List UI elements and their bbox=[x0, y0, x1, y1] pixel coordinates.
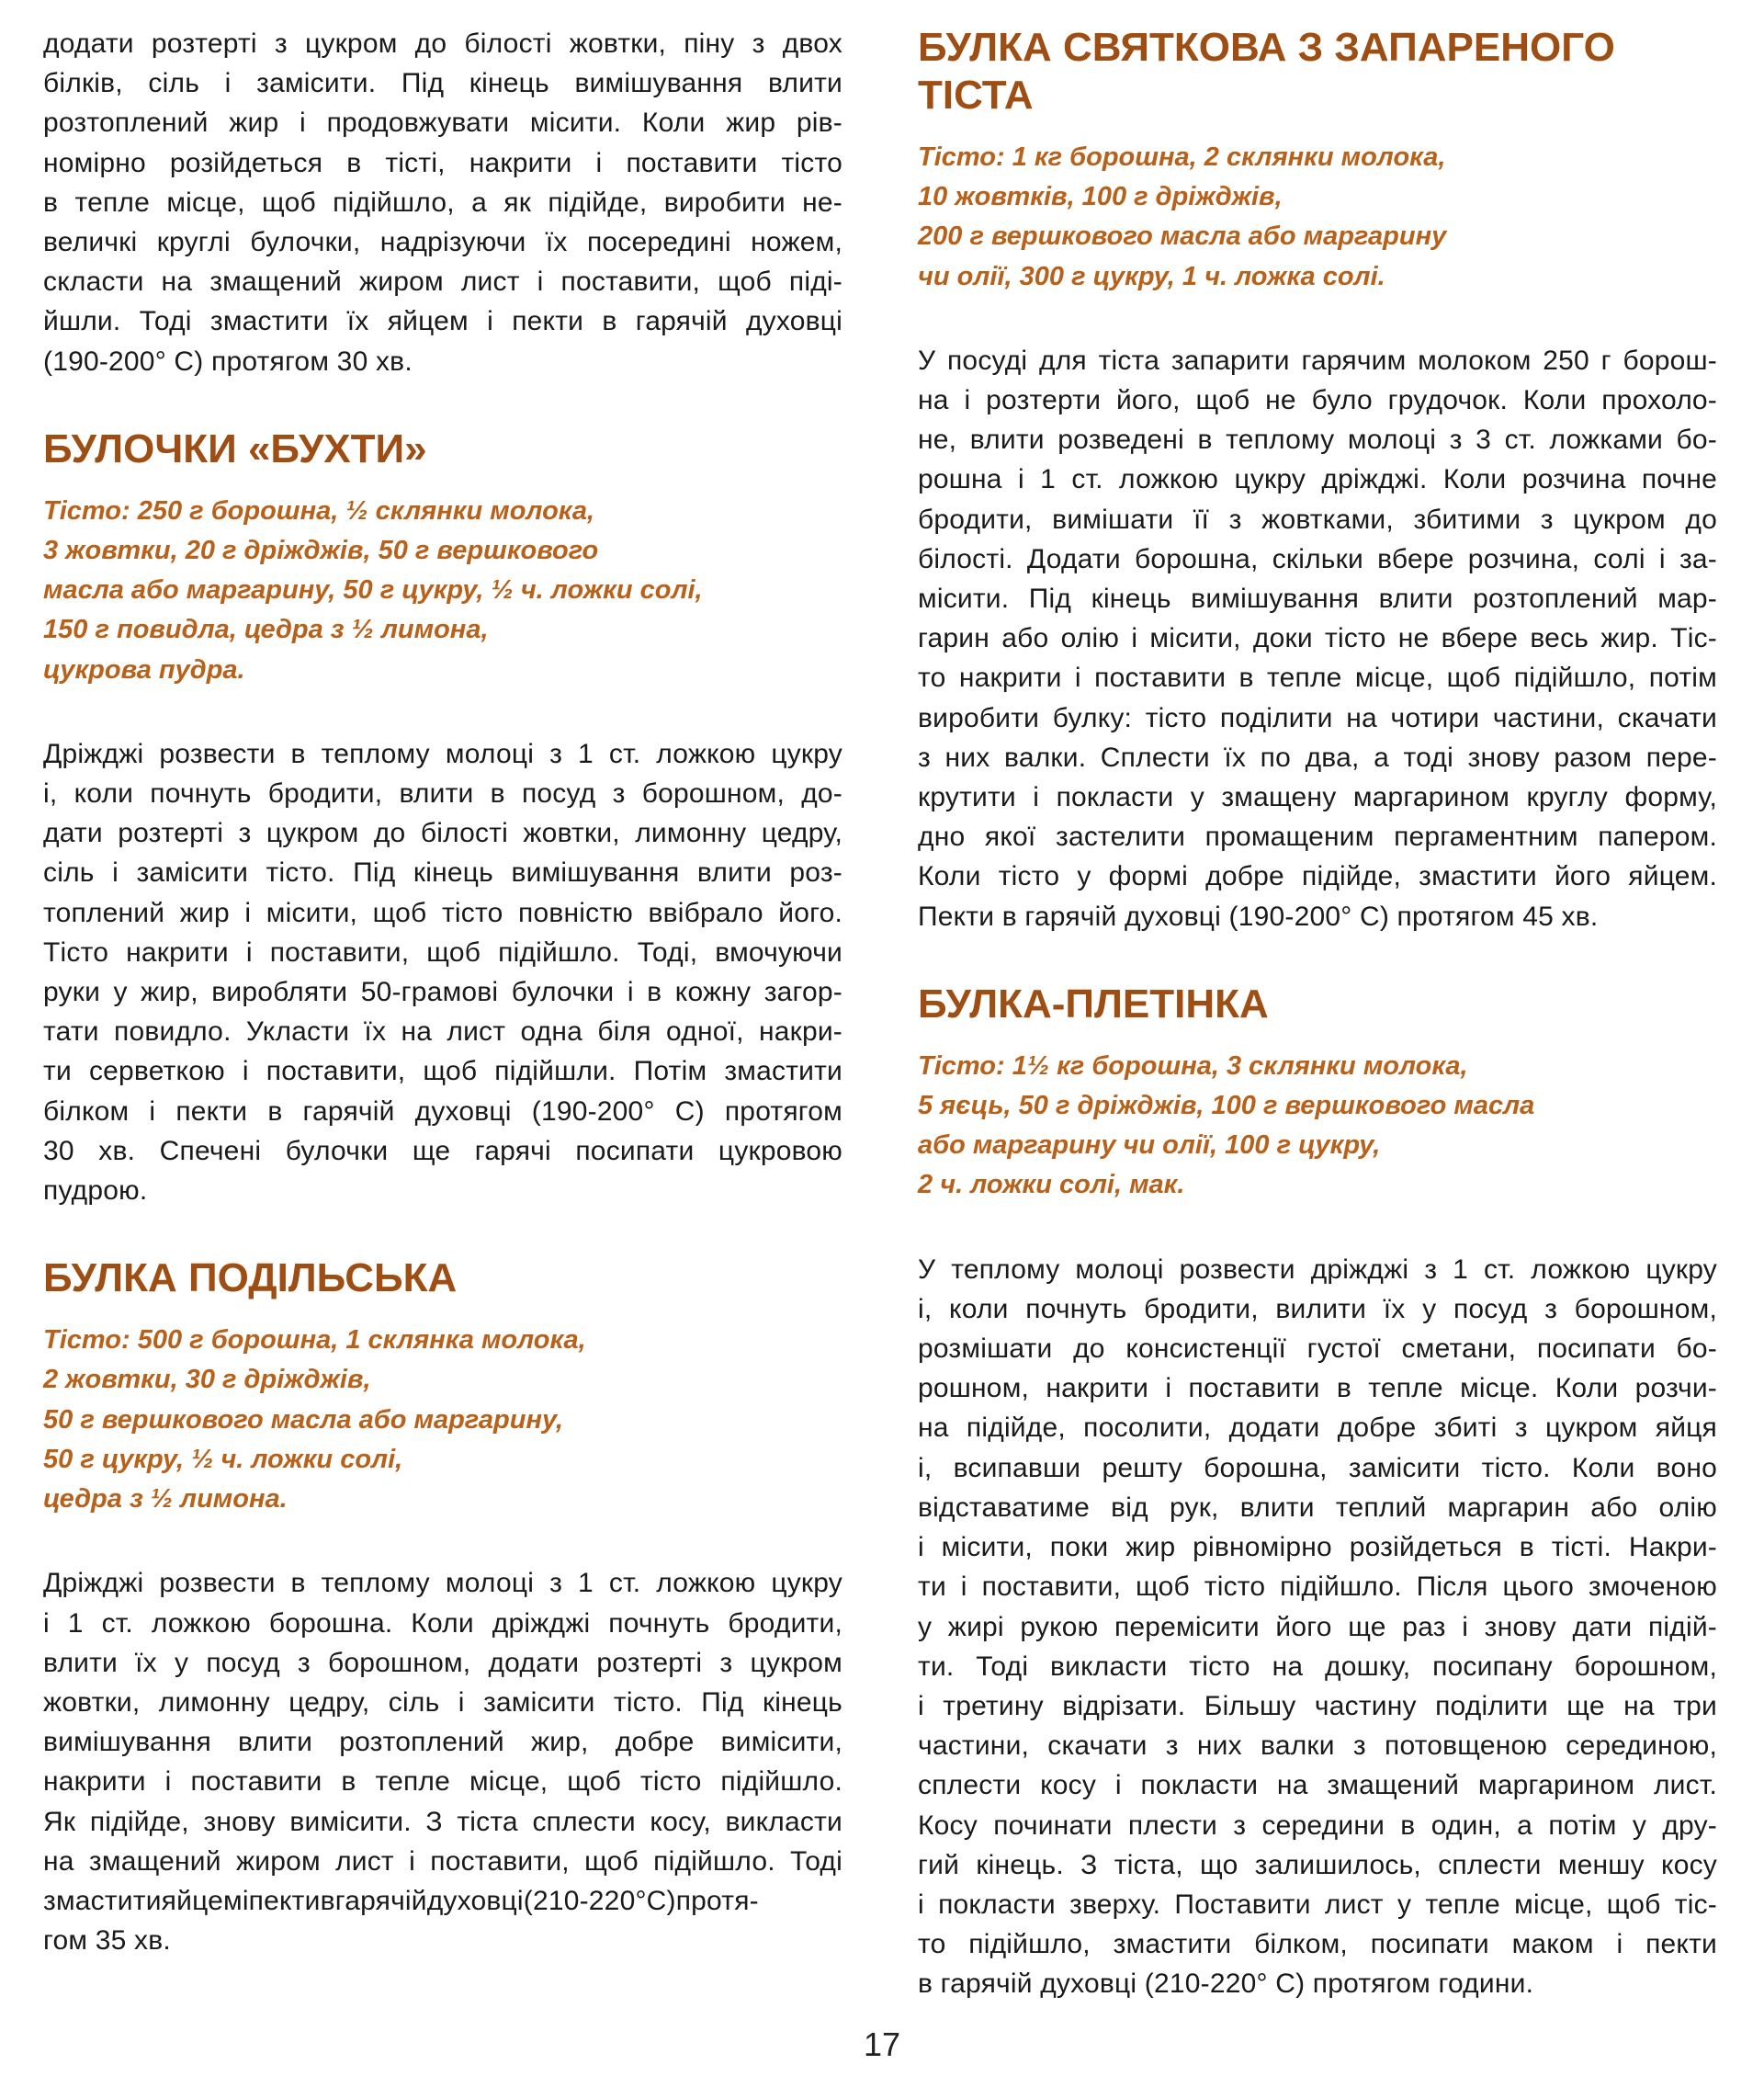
ingredients-podilska bbox=[43, 1321, 842, 1519]
text-line: номірно розійдеться в тісті, накрити і поставити тісто bbox=[43, 147, 842, 178]
text-line: дати розтерті з цукром до білості жовтки, лимонну цедру, bbox=[43, 818, 842, 849]
text-line: 10 жовтків, 100 г дріжджів, bbox=[918, 182, 1283, 212]
text-line: крутити і покласти у змащену маргарином круглу форму, bbox=[918, 782, 1717, 813]
text-line: гий кінець. З тіста, що залишилось, сплести меншу косу bbox=[918, 1849, 1717, 1880]
text-line: змаститияйцеміпективгарячійдуховці(210-220°С)протя- bbox=[43, 1885, 759, 1916]
recipe-title-pletinka: БУЛКА-ПЛЕТІНКА bbox=[918, 981, 1269, 1027]
text-line: Косу починати плести з середини в один, а потім у дру- bbox=[918, 1810, 1717, 1841]
text-line: (190-200° С) протягом 30 хв. bbox=[43, 346, 413, 377]
text-line: Дріжджі розвести в теплому молоці з 1 ст. ложкою цукру bbox=[43, 1568, 842, 1599]
text-line: масла або маргарину, 50 г цукру, ½ ч. ложки солі, bbox=[43, 575, 703, 606]
text-line: У теплому молоці розвести дріжджі з 1 ст. ложкою цукру bbox=[918, 1254, 1717, 1285]
text-line: і, коли почнуть бродити, вилити їх у посуд з борошном, bbox=[918, 1293, 1717, 1324]
text-line: 50 г вершкового масла або маргарину, bbox=[43, 1404, 564, 1435]
right-column bbox=[918, 24, 1717, 2004]
text-line: і покласти зверху. Поставити лист у тепле місце, щоб тіс- bbox=[918, 1889, 1717, 1920]
text-line: розтоплений жир і продовжувати місити. Коли жир рів- bbox=[43, 108, 842, 139]
text-line: розмішати до консистенції густої сметани, посипати бо- bbox=[918, 1333, 1717, 1365]
text-line: дно якої застелити промащеним пергаментним папером. bbox=[918, 822, 1717, 853]
text-line: Дріжджі розвести в теплому молоці з 1 ст. ложкою цукру bbox=[43, 738, 842, 769]
text-line: Як підійде, знову вимісити. З тіста сплести косу, викласти bbox=[43, 1806, 842, 1837]
text-line: і, всипавши решту борошна, замісити тісто. Коли воно bbox=[918, 1452, 1717, 1483]
text-line: У посуді для тіста запарити гарячим молоком 250 г борош- bbox=[918, 345, 1717, 376]
text-line: і місити, поки жир рівномірно розійдеться в тісті. Накри- bbox=[918, 1532, 1717, 1563]
text-line: 2 жовтки, 30 г дріжджів, bbox=[43, 1365, 371, 1395]
recipe-title-sviatkova: БУЛКА СВЯТКОВА З ЗАПАРЕНОГО ТІСТА bbox=[918, 25, 1615, 118]
text-line: величкі круглі булочки, надрізуючи їх посередині ножем, bbox=[43, 227, 842, 258]
text-line: ти. Тоді викласти тісто на дошку, посипану борошном, bbox=[918, 1651, 1717, 1682]
recipe-title-podilska: БУЛКА ПОДІЛЬСЬКА bbox=[43, 1255, 458, 1301]
text-line: Пекти в гарячій духовці (190-200° С) протягом 45 хв. bbox=[918, 901, 1599, 932]
text-line: сплести косу і покласти на змащений маргарином лист. bbox=[918, 1770, 1717, 1801]
text-line: тати повидло. Укласти їх на лист одна біля одної, накри- bbox=[43, 1016, 842, 1048]
text-line: і, коли почнуть бродити, влити в посуд з борошном, до- bbox=[43, 778, 842, 810]
text-line: пудрою. bbox=[43, 1175, 148, 1207]
text-line: відставатиме від рук, влити теплий маргарин або олію bbox=[918, 1492, 1717, 1523]
text-line: 5 яєць, 50 г дріжджів, 100 г вершкового масла bbox=[918, 1091, 1535, 1121]
text-line: 200 г вершкового масла або маргарину bbox=[918, 221, 1447, 252]
text-line: і 1 ст. ложкою борошна. Коли дріжджі почнуть бродити, bbox=[43, 1607, 842, 1639]
text-line: скласти на змащений жиром лист і поставити, щоб піді- bbox=[43, 267, 842, 298]
text-line: 3 жовтки, 20 г дріжджів, 50 г вершкового bbox=[43, 536, 599, 566]
text-line: гарин або олію і місити, доки тісто не вбере весь жир. Тіс- bbox=[918, 623, 1717, 654]
text-line: чи олії, 300 г цукру, 1 ч. ложка солі. bbox=[918, 261, 1385, 291]
left-column bbox=[43, 24, 842, 1960]
ingredients-sviatkova bbox=[918, 138, 1717, 297]
text-line: і третину відрізати. Більшу частину поділити ще на три bbox=[918, 1690, 1717, 1721]
text-line: цукрова пудра. bbox=[43, 654, 245, 685]
text-line: Тісто: 250 г борошна, ½ склянки молока, bbox=[43, 495, 595, 526]
text-line: в гарячій духовці (210-220° С) протягом години. bbox=[918, 1969, 1534, 2000]
text-line: гом 35 хв. bbox=[43, 1925, 171, 1957]
text-line: ти серветкою і поставити, щоб підійшли. Потім змастити bbox=[43, 1056, 842, 1087]
text-line: Коли тісто у формі добре підійде, змастити його яйцем. bbox=[918, 861, 1717, 892]
text-line: або маргарину чи олії, 100 г цукру, bbox=[918, 1130, 1381, 1161]
text-line: то підійшло, змастити білком, посипати маком і пекти bbox=[918, 1929, 1717, 1960]
text-line: рошна і 1 ст. ложкою цукру дріжджі. Коли розчина почне bbox=[918, 464, 1717, 495]
text-line: Тісто: 1 кг борошна, 2 склянки молока, bbox=[918, 142, 1446, 172]
instructions-bukhty bbox=[43, 734, 842, 1210]
text-line: в тепле місце, щоб підійшло, а як підійде, виробити не- bbox=[43, 187, 842, 218]
text-line: Тісто: 1½ кг борошна, 3 склянки молока, bbox=[918, 1050, 1468, 1081]
text-line: виробити булку: тісто поділити на чотири частини, скачати bbox=[918, 702, 1717, 733]
text-line: 30 хв. Спечені булочки ще гарячі посипати цукровою bbox=[43, 1135, 842, 1166]
text-line: на і розтерти його, щоб не було грудочок. Коли прохолo- bbox=[918, 385, 1717, 416]
text-line: на змащений жиром лист і поставити, щоб підійшло. Тоді bbox=[43, 1845, 842, 1877]
text-line: 2 ч. ложки солі, мак. bbox=[918, 1170, 1185, 1200]
text-line: білості. Додати борошна, скільки вбере розчина, солі і за- bbox=[918, 543, 1717, 574]
text-line: сіль і замісити тісто. Під кінець вимішування влити роз- bbox=[43, 857, 842, 889]
ingredients-pletinka bbox=[918, 1047, 1717, 1206]
text-line: рошном, накрити і поставити в тепле місце. Коли розчи- bbox=[918, 1373, 1717, 1404]
instructions-podilska bbox=[43, 1563, 842, 1960]
instructions-pletinka bbox=[918, 1250, 1717, 2004]
text-line: білків, сіль і замісити. Під кінець вимішування влити bbox=[43, 68, 842, 99]
text-line: Тісто: 500 г борошна, 1 склянка молока, bbox=[43, 1325, 586, 1356]
text-line: додати розтерті з цукром до білості жовтки, піну з двох bbox=[43, 28, 842, 59]
text-line: руки у жир, виробляти 50-грамові булочки і в кожну загор- bbox=[43, 977, 842, 1008]
text-line: 150 г повидла, цедра з ½ лимона, bbox=[43, 615, 489, 645]
text-line: білком і пекти в гарячій духовці (190-200° С) протягом bbox=[43, 1095, 842, 1127]
text-line: вимішування влити розтоплений жир, добре вимісити, bbox=[43, 1727, 842, 1758]
text-line: з них валки. Сплести їх по два, а тоді знову разом пере- bbox=[918, 742, 1717, 773]
text-line: йшли. Тоді змастити їх яйцем і пекти в гарячій духовці bbox=[43, 306, 842, 337]
text-line: ти і поставити, щоб тісто підійшло. Після цього змоченою bbox=[918, 1571, 1717, 1603]
text-line: бродити, вимішати її з жовтками, збитими з цукром до bbox=[918, 504, 1717, 535]
text-line: не, влити розведені в теплому молоці з 3 ст. ложками бо- bbox=[918, 425, 1717, 456]
instructions-sviatkova bbox=[918, 341, 1717, 936]
text-line: 50 г цукру, ½ ч. ложки солі, bbox=[43, 1444, 403, 1474]
text-line: влити їх у посуд з борошном, додати розтерті з цукром bbox=[43, 1647, 842, 1678]
page-number: 17 bbox=[863, 2025, 901, 2063]
text-line: Тісто накрити і поставити, щоб підійшло. Тоді, вмочуючи bbox=[43, 936, 842, 968]
text-line: то накрити і поставити в тепле місце, щоб підійшло, потім bbox=[918, 663, 1717, 694]
recipe-title-bukhty: БУЛОЧКИ «БУХТИ» bbox=[43, 425, 427, 471]
intro-paragraph bbox=[43, 24, 842, 381]
text-line: частини, скачати з них валки з потовщеною серединою, bbox=[918, 1730, 1717, 1762]
text-line: накрити і поставити в тепле місце, щоб тісто підійшло. bbox=[43, 1766, 842, 1798]
text-line: цедра з ½ лимона. bbox=[43, 1484, 288, 1515]
text-line: місити. Під кінець вимішування влити розтоплений мар- bbox=[918, 584, 1717, 615]
ingredients-bukhty bbox=[43, 492, 842, 690]
text-line: жовтки, лимонну цедру, сіль і замісити тісто. Під кінець bbox=[43, 1686, 842, 1718]
text-line: у жирі рукою перемісити його ще раз і знову дати підій- bbox=[918, 1611, 1717, 1642]
text-line: топлений жир і місити, щоб тісто повністю ввібрало його. bbox=[43, 897, 842, 928]
text-line: на підійде, посолити, додати добре збиті з цукром яйця bbox=[918, 1413, 1717, 1444]
